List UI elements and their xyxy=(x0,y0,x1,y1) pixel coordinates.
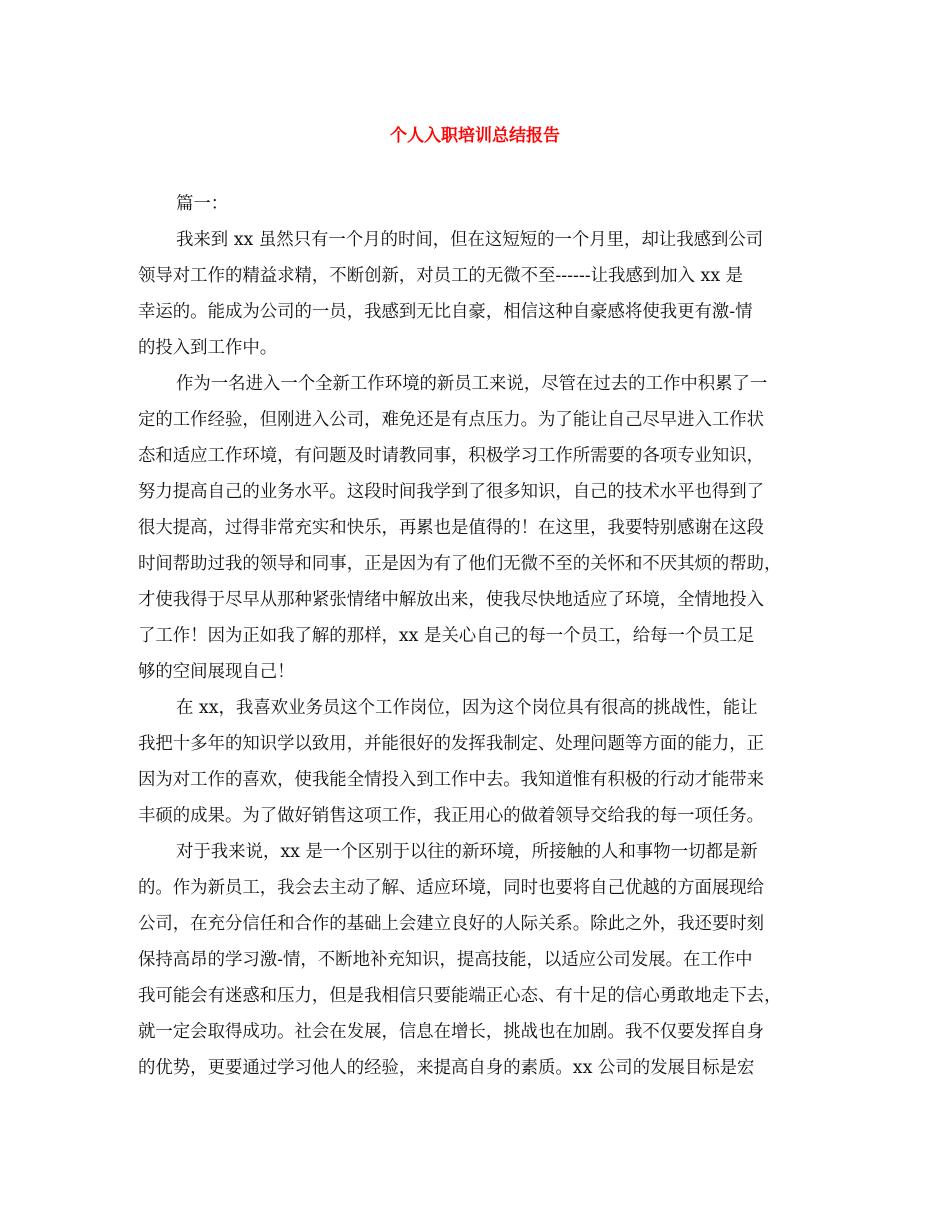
body-line: 作为一名进入一个全新工作环境的新员工来说，尽管在过去的工作中积累了一 xyxy=(176,374,768,394)
body-line: 在 xx，我喜欢业务员这个工作岗位，因为这个岗位具有很高的挑战性，能让 xyxy=(176,698,758,718)
body-line: 我可能会有迷惑和压力，但是我相信只要能端正心态、有十足的信心勇敢地走下去， xyxy=(138,986,782,1006)
body-line: 公司，在充分信任和合作的基础上会建立良好的人际关系。除此之外，我还要时刻 xyxy=(138,914,765,934)
body-line: 的。作为新员工，我会去主动了解、适应环境，同时也要将自己优越的方面展现给 xyxy=(138,878,765,898)
body-line: 的投入到工作中。 xyxy=(138,338,278,358)
section-label: 篇一： xyxy=(176,194,229,214)
body-line: 因为对工作的喜欢，使我能全情投入到工作中去。我知道惟有积极的行动才能带来 xyxy=(138,770,765,790)
body-line: 就一定会取得成功。社会在发展，信息在增长，挑战也在加剧。我不仅要发挥自身 xyxy=(138,1022,765,1042)
body-line: 很大提高，过得非常充实和快乐，再累也是值得的！在这里，我要特别感谢在这段 xyxy=(138,518,765,538)
body-line: 态和适应工作环境，有问题及时请教同事，积极学习工作所需要的各项专业知识， xyxy=(138,446,765,466)
body-line: 时间帮助过我的领导和同事，正是因为有了他们无微不至的关怀和不厌其烦的帮助， xyxy=(138,554,782,574)
body-line: 丰硕的成果。为了做好销售这项工作，我正用心的做着领导交给我的每一项任务。 xyxy=(138,806,765,826)
body-line: 我来到 xx 虽然只有一个月的时间，但在这短短的一个月里，却让我感到公司 xyxy=(176,230,764,250)
body-line: 够的空间展现自己！ xyxy=(138,662,295,682)
body-line: 领导对工作的精益求精，不断创新，对员工的无微不至------让我感到加入 xx 是 xyxy=(138,266,744,286)
body-line: 幸运的。能成为公司的一员，我感到无比自豪，相信这种自豪感将使我更有激-情 xyxy=(138,302,753,322)
body-line: 对于我来说，xx 是一个区别于以往的新环境，所接触的人和事物一切都是新 xyxy=(176,842,758,862)
body-line: 的优势，更要通过学习他人的经验，来提高自身的素质。xx 公司的发展目标是宏 xyxy=(138,1058,755,1078)
body-line: 保持高昂的学习激-情，不断地补充知识，提高技能，以适应公司发展。在工作中 xyxy=(138,950,753,970)
body-line: 努力提高自己的业务水平。这段时间我学到了很多知识，自己的技术水平也得到了 xyxy=(138,482,765,502)
body-line: 定的工作经验，但刚进入公司，难免还是有点压力。为了能让自己尽早进入工作状 xyxy=(138,410,765,430)
body-line: 了工作！因为正如我了解的那样，xx 是关心自己的每一个员工，给每一个员工足 xyxy=(138,626,755,646)
body-line: 才使我得于尽早从那种紧张情绪中解放出来，使我尽快地适应了环境，全情地投入 xyxy=(138,590,765,610)
document-title: 个人入职培训总结报告 xyxy=(390,126,560,146)
body-line: 我把十多年的知识学以致用，并能很好的发挥我制定、处理问题等方面的能力，正 xyxy=(138,734,765,754)
